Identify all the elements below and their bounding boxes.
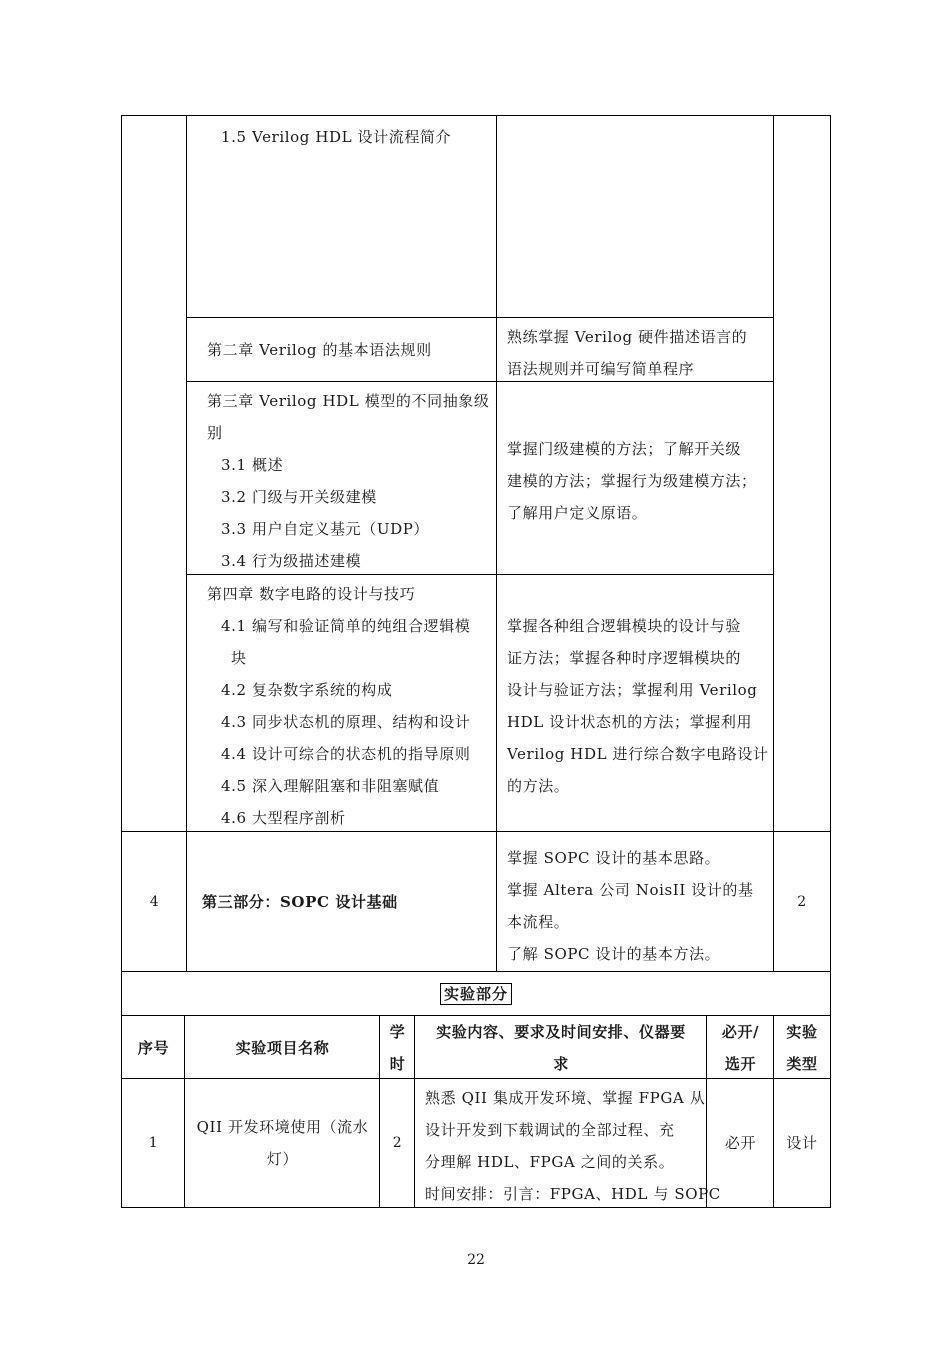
lab-name-line: QII 开发环境使用（流水 — [196, 1118, 369, 1136]
lab-content-line: 时间安排：引言：FPGA、HDL 与 SOPC — [425, 1185, 721, 1203]
header-content-line: 实验内容、要求及时间安排、仪器要 — [436, 1022, 686, 1041]
topic-line: 第二章 Verilog 的基本语法规则 — [207, 341, 432, 359]
index-cell — [121, 831, 187, 972]
topic-cell — [186, 381, 497, 575]
lab-required: 必开 — [724, 1134, 757, 1152]
goal-line: 设计与验证方法；掌握利用 Verilog — [507, 681, 758, 699]
topic-line: 别 — [207, 424, 223, 442]
header-required-line: 选开 — [724, 1054, 757, 1073]
goal-cell — [496, 381, 774, 575]
goal-cell — [496, 317, 774, 382]
goal-line: 证方法；掌握各种时序逻辑模块的 — [507, 649, 742, 667]
lab-header-hours — [379, 1015, 415, 1079]
lab-section-title: 实验部分 — [440, 983, 512, 1005]
header-required-line: 必开/ — [721, 1022, 760, 1041]
topic-line: 4.5 深入理解阻塞和非阻塞赋值 — [221, 777, 440, 795]
goal-line: 掌握 Altera 公司 NoisII 设计的基 — [507, 881, 754, 899]
lab-section-title-row — [121, 971, 831, 1016]
topic-line: 4.4 设计可综合的状态机的指导原则 — [221, 745, 471, 763]
goal-line: 掌握各种组合逻辑模块的设计与验 — [507, 617, 742, 635]
topic-line: 3.2 门级与开关级建模 — [221, 488, 377, 506]
topic-line: 4.3 同步状态机的原理、结构和设计 — [221, 713, 471, 731]
goal-line: 了解用户定义原语。 — [507, 504, 648, 522]
topic-line: 第三章 Verilog HDL 模型的不同抽象级 — [207, 392, 490, 410]
index-cell-merged — [121, 115, 187, 832]
lab-content-line: 设计开发到下载调试的全部过程、充 — [425, 1121, 675, 1139]
topic-cell — [186, 574, 497, 832]
lab-hours: 2 — [392, 1135, 403, 1151]
topic-line: 3.1 概述 — [221, 456, 284, 474]
header-type-line: 实验 — [786, 1022, 818, 1041]
lab-header-required — [706, 1015, 774, 1079]
goal-line: 建模的方法；掌握行为级建模方法； — [507, 472, 757, 490]
lab-row-index — [121, 1078, 185, 1208]
row-index: 4 — [149, 894, 160, 910]
topic-line: 块 — [231, 649, 247, 667]
lab-name-line: 灯） — [266, 1150, 299, 1168]
lab-row-content — [414, 1078, 721, 1208]
goal-line: HDL 设计状态机的方法；掌握利用 — [507, 713, 753, 731]
goal-line: 的方法。 — [507, 777, 570, 795]
lab-content-line: 分理解 HDL、FPGA 之间的关系。 — [425, 1153, 675, 1171]
hours-value: 2 — [797, 894, 807, 910]
topic-line: 4.6 大型程序剖析 — [221, 809, 346, 827]
lab-header-name — [184, 1015, 380, 1079]
header-type-line: 类型 — [786, 1054, 818, 1073]
hours-cell-merged — [773, 115, 831, 832]
lab-header-index — [121, 1015, 185, 1079]
header-content-line: 求 — [553, 1054, 569, 1073]
goal-line: 本流程。 — [507, 913, 570, 931]
lab-header-type — [773, 1015, 831, 1079]
goal-line: 了解 SOPC 设计的基本方法。 — [507, 945, 721, 963]
goal-cell — [496, 115, 774, 318]
header-name-label: 实验项目名称 — [235, 1038, 330, 1057]
lab-index: 1 — [148, 1135, 159, 1151]
lab-row-required — [706, 1078, 774, 1208]
topic-line: 4.1 编写和验证简单的纯组合逻辑模 — [221, 617, 471, 635]
goal-line: 语法规则并可编写简单程序 — [507, 360, 695, 378]
topic-cell — [186, 317, 497, 382]
lab-row-type — [773, 1078, 831, 1208]
goal-line: Verilog HDL 进行综合数字电路设计 — [507, 745, 769, 763]
lab-header-content — [414, 1015, 707, 1079]
header-hours-line: 时 — [389, 1054, 406, 1073]
topic-line: 3.3 用户自定义基元（UDP） — [221, 520, 429, 538]
lab-type: 设计 — [786, 1134, 818, 1152]
lab-row-hours — [379, 1078, 415, 1208]
lab-content-line: 熟悉 QII 集成开发环境、掌握 FPGA 从 — [425, 1089, 706, 1107]
goal-cell — [496, 574, 774, 832]
lab-row-name — [184, 1078, 380, 1208]
topic-cell — [186, 115, 497, 318]
header-index-label: 序号 — [137, 1038, 170, 1057]
topic-line: 4.2 复杂数字系统的构成 — [221, 681, 393, 699]
goal-line: 熟练掌握 Verilog 硬件描述语言的 — [507, 328, 748, 346]
page-number: 22 — [467, 1252, 485, 1268]
topic-line: 第三部分：SOPC 设计基础 — [202, 893, 398, 911]
topic-cell — [186, 831, 497, 972]
goal-line: 掌握门级建模的方法；了解开关级 — [507, 440, 742, 458]
header-hours-line: 学 — [389, 1022, 406, 1041]
hours-cell — [773, 831, 831, 972]
topic-line: 1.5 Verilog HDL 设计流程简介 — [221, 128, 452, 146]
topic-line: 第四章 数字电路的设计与技巧 — [207, 585, 416, 603]
goal-cell — [496, 831, 774, 972]
topic-line: 3.4 行为级描述建模 — [221, 552, 362, 570]
goal-line: 掌握 SOPC 设计的基本思路。 — [507, 849, 721, 867]
